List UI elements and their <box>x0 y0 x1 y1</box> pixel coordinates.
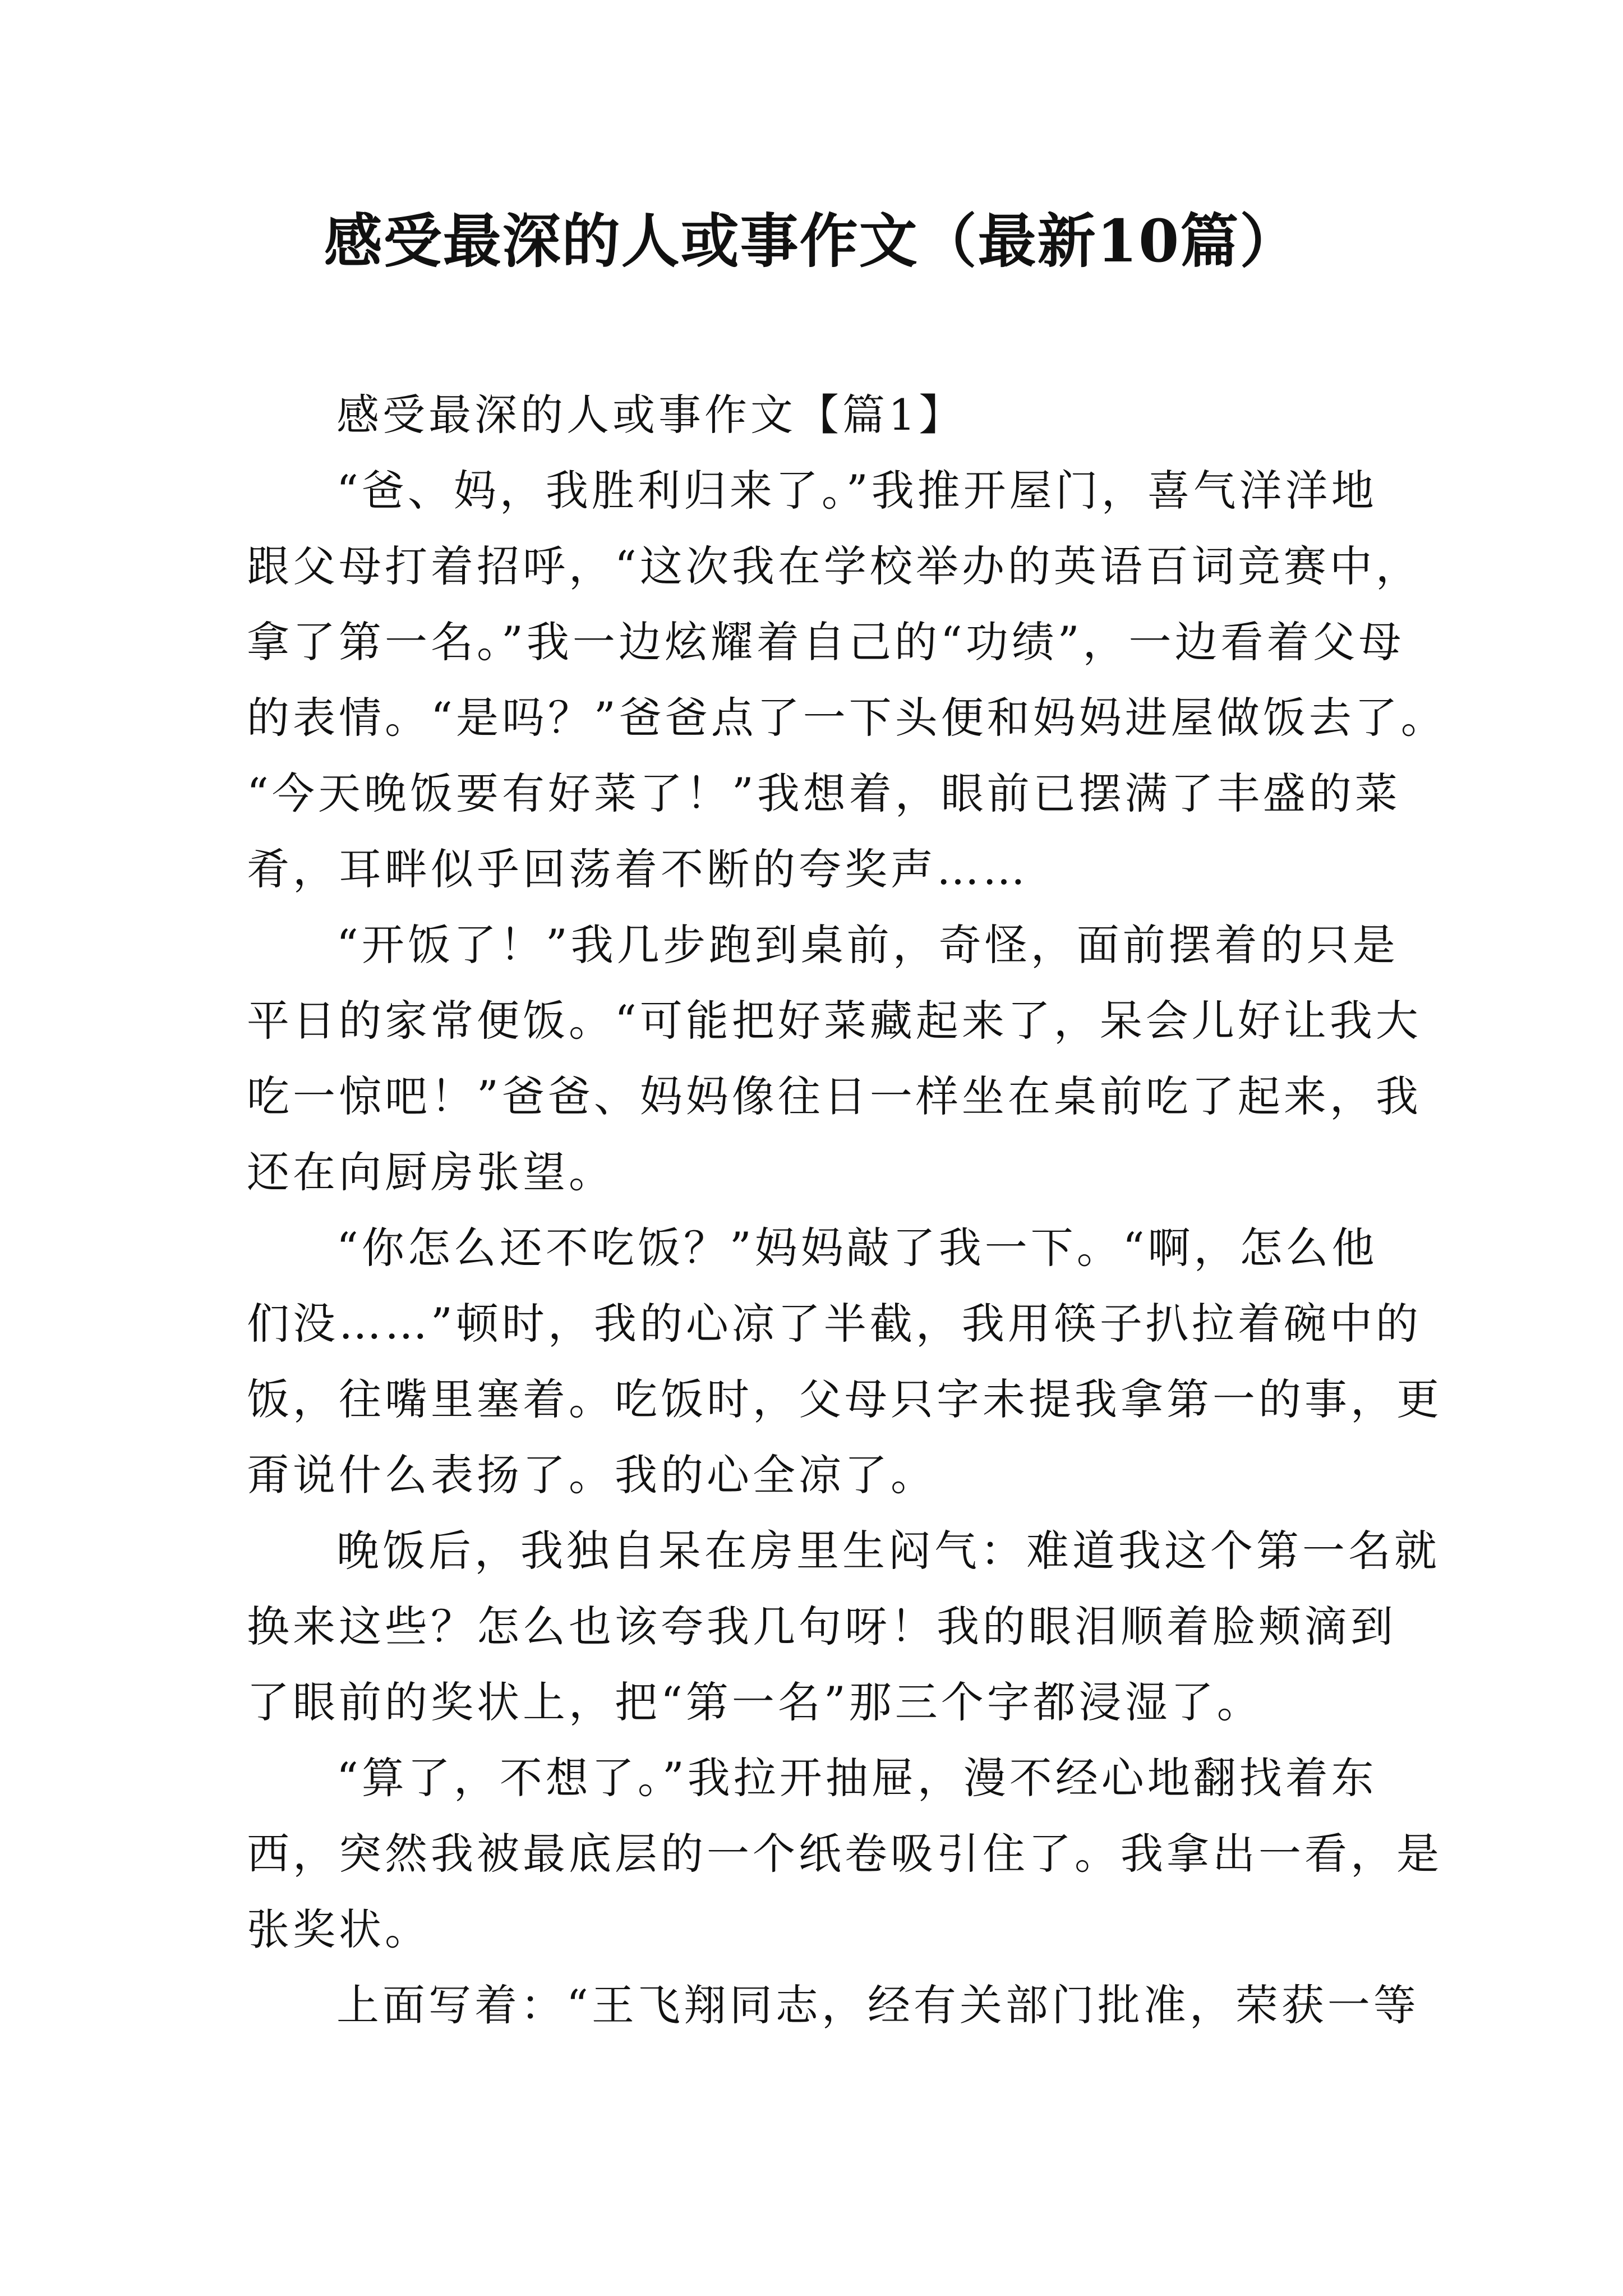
paragraph-line: 甭说什么表扬了。我的心全凉了。 <box>247 1450 937 1500</box>
paragraph-line: 肴，耳畔似乎回荡着不断的夸奖声…… <box>247 844 1029 894</box>
paragraph-line: “你怎么还不吃饭？”妈妈敲了我一下。“啊，怎么他 <box>336 1223 1378 1273</box>
document-title: 感受最深的人或事作文（最新10篇） <box>324 206 1299 275</box>
paragraph-line: “爸、妈，我胜利归来了。”我推开屋门，喜气洋洋地 <box>336 466 1377 516</box>
paragraph-line: “算了，不想了。”我拉开抽屉，漫不经心地翻找着东 <box>336 1753 1377 1803</box>
paragraph-line: 换来这些？怎么也该夸我几句呀！我的眼泪顺着脸颊滴到 <box>247 1602 1396 1651</box>
paragraph-line: 平日的家常便饭。“可能把好菜藏起来了，呆会儿好让我大 <box>247 996 1422 1046</box>
paragraph-line: 还在向厨房张望。 <box>247 1147 615 1197</box>
paragraph-line: “开饭了！”我几步跑到桌前，奇怪，面前摆着的只是 <box>336 920 1399 970</box>
paragraph-line: 拿了第一名。”我一边炫耀着自己的“功绩”，一边看着父母 <box>247 617 1405 667</box>
paragraph-line: 西，突然我被最底层的一个纸卷吸引住了。我拿出一看，是 <box>247 1829 1442 1879</box>
paragraph-line: 们没……”顿时，我的心凉了半截，我用筷子扒拉着碗中的 <box>247 1299 1422 1349</box>
section-heading: 感受最深的人或事作文【篇1】 <box>336 390 965 440</box>
paragraph-line: 吃一惊吧！”爸爸、妈妈像往日一样坐在桌前吃了起来，我 <box>247 1071 1422 1121</box>
paragraph-line: 张奖状。 <box>247 1904 431 1954</box>
paragraph-line: 跟父母打着招呼，“这次我在学校举办的英语百词竞赛中， <box>247 541 1422 591</box>
paragraph-line: 上面写着：“王飞翔同志，经有关部门批准，荣获一等 <box>336 1980 1419 2030</box>
paragraph-line: 的表情。“是吗？”爸爸点了一下头便和妈妈进屋做饭去了。 <box>247 693 1447 743</box>
paragraph-line: “今天晚饭要有好菜了！”我想着，眼前已摆满了丰盛的菜 <box>247 769 1401 818</box>
paragraph-line: 了眼前的奖状上，把“第一名”那三个字都浸湿了。 <box>247 1677 1263 1727</box>
paragraph-line: 饭，往嘴里塞着。吃饭时，父母只字未提我拿第一的事，更 <box>247 1374 1442 1424</box>
paragraph-line: 晚饭后，我独自呆在房里生闷气：难道我这个第一名就 <box>336 1526 1440 1576</box>
